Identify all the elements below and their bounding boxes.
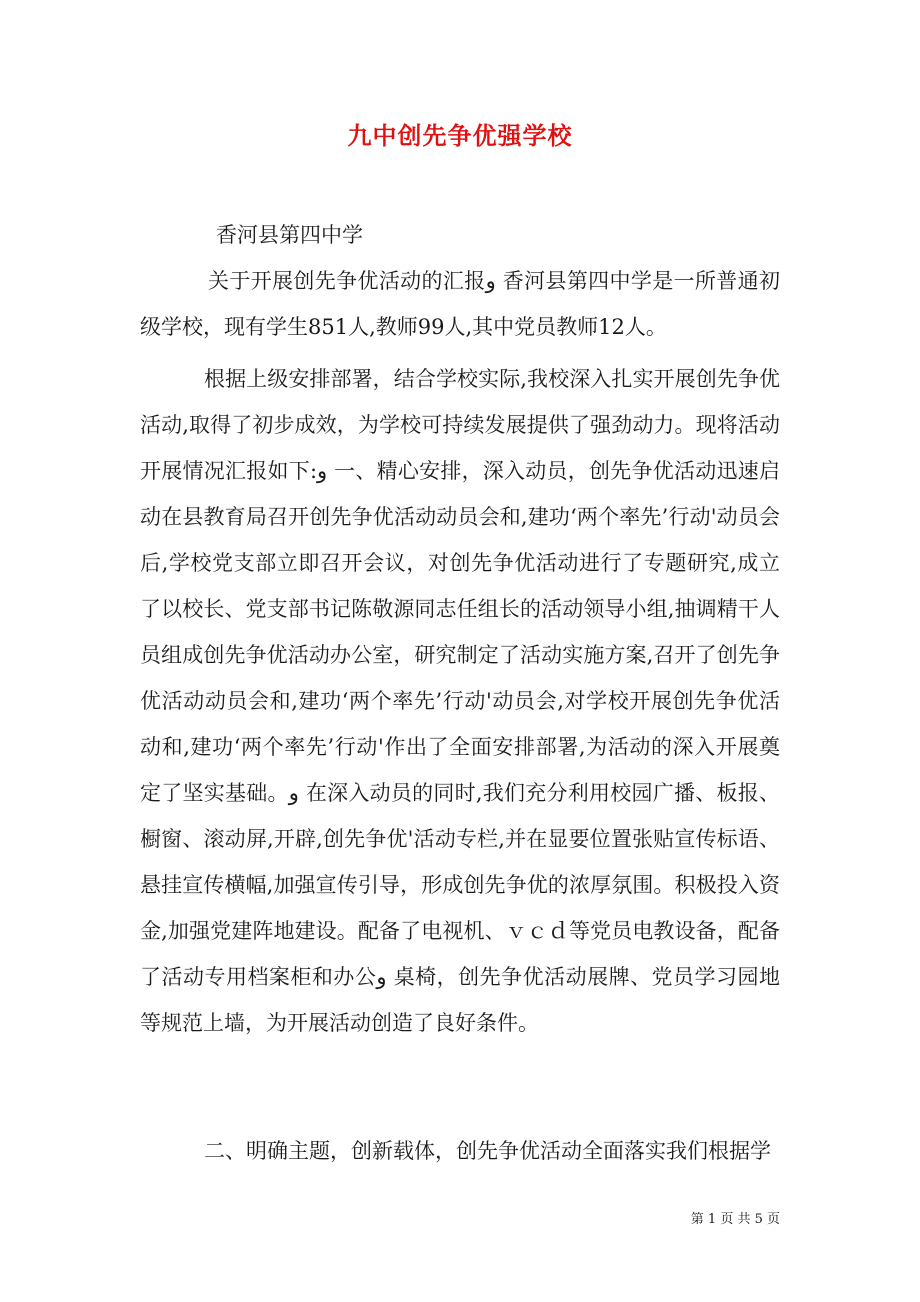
paragraph-3: 二、明确主题，创新载体，创先争优活动全面落实我们根据学 bbox=[204, 1139, 771, 1163]
page-number: 第 1 页 共 5 页 bbox=[690, 1212, 780, 1227]
document-title: 九中创先争优强学校 bbox=[347, 121, 573, 150]
paragraph-2: 根据上级安排部署，结合学校实际,我校深入扎实开展创先争优活动,取得了初步成效，为学校可持续发展提供了强劲动力。现将活动开展情况汇报如下:و 一、精心安排，深入动员，创先争优活动迅速启动在县教育局召开创先争优活动动员会和,建功‘两个率先’行动'动员会后,学校党支部立即召开会议，对创先争优活动进行了专题研究,成立了以校长、党支部书记陈敬源同志任组长的活动领导小组,抽调精干人员组成创先争优活动办公室，研究制定了活动实施方案,召开了创先争优活动动员会和,建功‘两个率先’行动'动员会,对学校开展创先争优活动和,建功‘两个率先’行动'作出了全面安排部署,为活动的深入开展奠定了坚实基础。و 在深入动员的同时,我们充分利用校园广播、板报、橱窗、滚动屏,开辟,创先争优'活动专栏,并在显要位置张贴宣传标语、悬挂宣传横幅,加强宣传引导，形成创先争优的浓厚氛围。积极投入资金,加强党建阵地建设。配备了电视机、ｖｃｄ等党员电教设备，配备了活动专用档案柜和办公و 桌椅，创先争优活动展牌、党员学习园地等规范上墙，为开展活动创造了良好条件。 bbox=[140, 367, 780, 1035]
document-author: 香河县第四中学 bbox=[216, 223, 363, 247]
page-footer bbox=[691, 1208, 780, 1227]
paragraph-1: 关于开展创先争优活动的汇报و 香河县第四中学是一所普通初级学校，现有学生851人,教师99人,其中党员教师12人。 bbox=[140, 269, 780, 339]
